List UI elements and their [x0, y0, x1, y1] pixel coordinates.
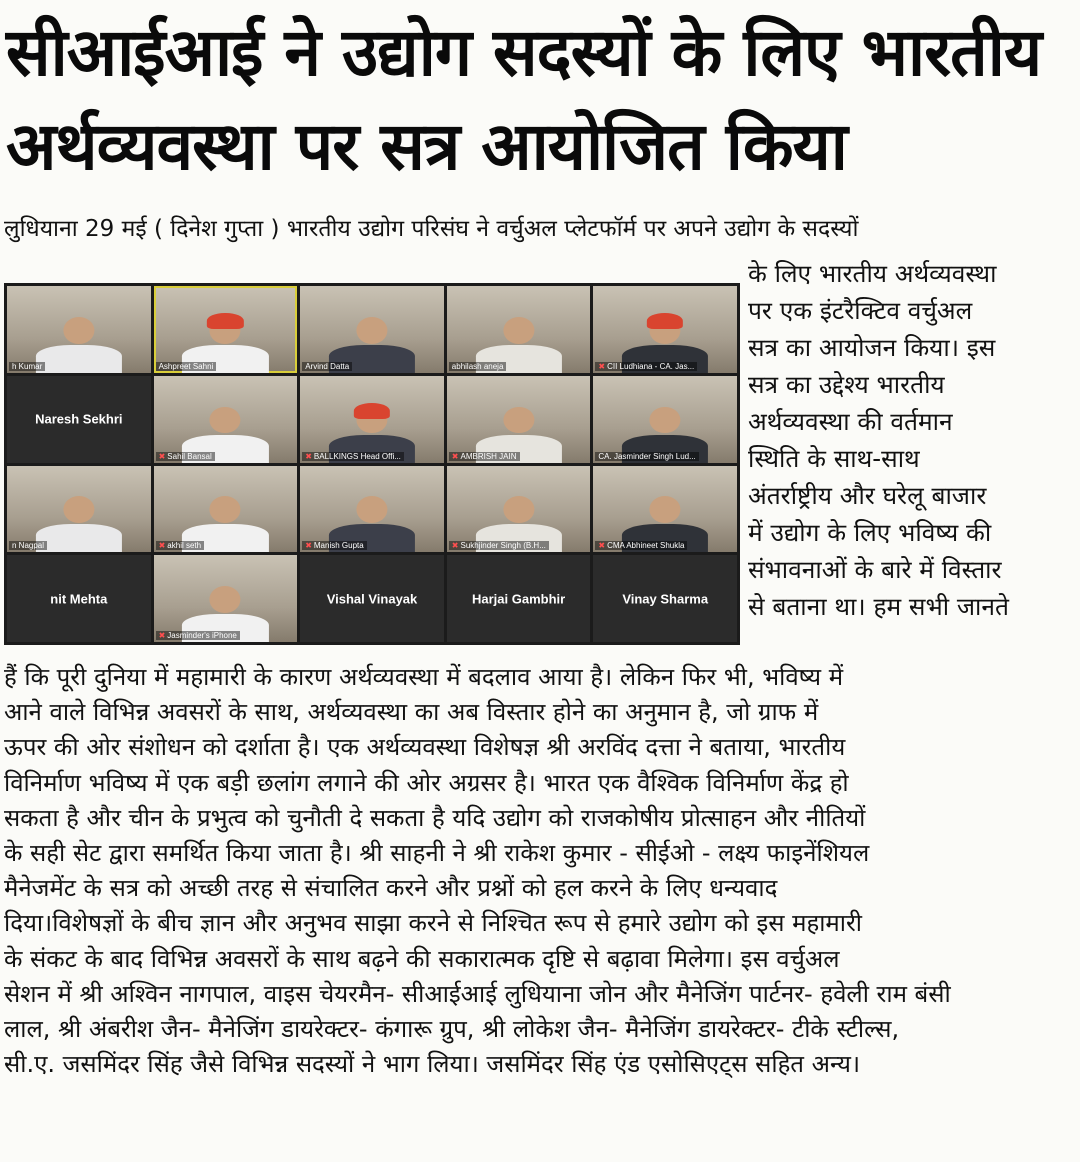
participant-tile: [447, 376, 591, 463]
body-text-line: के सही सेट द्वारा समर्थित किया जाता है। श्री साहनी ने श्री राकेश कुमार - सीईओ - लक्ष्य फाइनेंशियल: [4, 839, 870, 868]
body-text-line: के संकट के बाद विभिन्न अवसरों के साथ बढ़ने की सकारात्मक दृष्टि से बढ़ावा मिलेगा। इस वर्चुअल: [4, 944, 840, 973]
muted-mic-icon: ✖: [305, 541, 312, 551]
side-text-line: पर एक इंटरैक्टिव वर्चुअल: [748, 296, 973, 325]
participant-name-text: akhil seth: [167, 541, 202, 551]
participant-tile: [593, 376, 737, 463]
side-text-line: सत्र का आयोजन किया। इस: [748, 333, 996, 362]
side-text-line: में उद्योग के लिए भविष्य की: [748, 518, 992, 547]
headline-line-1: सीआईआई ने उद्योग सदस्यों के लिए भारतीय: [6, 14, 1042, 91]
participant-name: [302, 362, 352, 371]
participant-name: [156, 631, 240, 640]
participant-name-text: CMA Abhineet Shukla: [607, 541, 685, 551]
side-text-line: के लिए भारतीय अर्थव्यवस्था: [748, 259, 997, 288]
body-text-line: सेशन में श्री अश्विन नागपाल, वाइस चेयरमैन- सीआईआई लुधियाना जोन और मैनेजिंग पार्टनर- हवेली राम बंसी: [4, 979, 951, 1008]
body-text-line: ऊपर की ओर संशोधन को दर्शाता है। एक अर्थव्यवस्था विशेषज्ञ श्री अरविंद दत्ता ने बताया, भारतीय: [4, 733, 846, 762]
side-column-text: [748, 255, 1074, 625]
side-text-line: संभावनाओं के बारे में विस्तार: [748, 555, 1002, 584]
participant-name: [595, 452, 698, 461]
body-text-line: हैं कि पूरी दुनिया में महामारी के कारण अर्थव्यवस्था में बदलाव आया है। लेकिन फिर भी, भविष्य में: [4, 663, 844, 691]
participant-name-text: Sahil Bansal: [167, 451, 212, 461]
body-text: [4, 660, 1076, 1082]
lead-paragraph: लुधियाना 29 मई ( दिनेश गुप्ता ) भारतीय उद्योग परिसंघ ने वर्चुअल प्लेटफॉर्म पर अपने उद्योग के सदस्यों: [4, 216, 859, 242]
body-text-line: आने वाले विभिन्न अवसरों के साथ, अर्थव्यवस्था का अब विस्तार होने का अनुमान है, जो ग्राफ में: [4, 698, 819, 727]
participant-name-text: abhilash aneja: [451, 361, 504, 371]
participant-name-text: Ashpreet Sahni: [158, 361, 214, 371]
participant-tile: [154, 286, 298, 373]
participant-name: Vinay Sharma: [622, 591, 709, 607]
muted-mic-icon: ✖: [598, 361, 606, 371]
participant-name: [302, 452, 404, 461]
participant-name: [9, 362, 45, 371]
muted-mic-icon: ✖: [158, 631, 166, 640]
side-text-line: से बताना था। हम सभी जानते: [748, 592, 1009, 621]
participant-tile: [154, 555, 298, 642]
participant-name: [595, 541, 687, 550]
participant-name-text: Sukhjinder Singh (B.H...: [460, 541, 546, 551]
participant-tile: [447, 555, 591, 642]
body-text-line: सकता है और चीन के प्रभुत्व को चुनौती दे सकता है यदि उद्योग को राजकोषीय प्रोत्साहन और नीतियों: [4, 803, 866, 832]
muted-mic-icon: ✖: [451, 541, 459, 551]
participant-name: [9, 541, 47, 550]
participant-name: Harjai Gambhir: [471, 591, 566, 607]
body-text-line: सी.ए. जसमिंदर सिंह जैसे विभिन्न सदस्यों ने भाग लिया। जसमिंदर सिंह एंड एसोसिएट्स सहित अन्य।: [4, 1050, 861, 1079]
participant-tile: [300, 286, 444, 373]
participant-tile: [154, 376, 298, 463]
muted-mic-icon: ✖: [158, 541, 166, 551]
participant-name: Vishal Vinayak: [326, 591, 418, 607]
participant-tile: [447, 466, 591, 553]
participant-video: [36, 492, 122, 553]
participant-tile: [300, 466, 444, 553]
participant-name: Naresh Sekhri: [35, 411, 123, 427]
body-text-line: दिया।विशेषज्ञों के बीच ज्ञान और अनुभव साझा करने से निश्चित रूप से हमारे उद्योग को इस महामारी: [4, 909, 863, 938]
participant-tile: [300, 555, 444, 642]
body-text-line: लाल, श्री अंबरीश जैन- मैनेजिंग डायरेक्टर- कंगारू ग्रुप, श्री लोकेश जैन- मैनेजिंग डायरेक्टर- टीके स्टील्स,: [4, 1015, 900, 1044]
side-text-line: सत्र का उद्देश्य भारतीय: [748, 370, 945, 399]
participant-tile: [7, 466, 151, 553]
body-text-line: मैनेजमेंट के सत्र को अच्छी तरह से संचालित करने और प्रश्नों को हल करने के लिए धन्यवाद: [4, 874, 778, 903]
muted-mic-icon: ✖: [451, 451, 459, 461]
participant-tile: [300, 376, 444, 463]
muted-mic-icon: ✖: [598, 541, 606, 551]
participant-name: [156, 362, 217, 371]
participant-name-text: CA. Jasminder Singh Lud...: [598, 451, 696, 461]
participant-name: nit Mehta: [50, 591, 108, 607]
participant-name: [156, 452, 215, 461]
participant-video: [36, 312, 122, 373]
participant-name: [156, 541, 205, 550]
participant-name: [449, 541, 549, 550]
participant-name-text: n Nagpal: [12, 541, 45, 551]
side-text-line: अंतर्राष्ट्रीय और घरेलू बाजार: [748, 481, 987, 510]
participant-name-text: Jasminder's iPhone: [167, 631, 237, 640]
muted-mic-icon: ✖: [158, 451, 166, 461]
participant-name-text: Arvind Datta: [305, 361, 350, 371]
participant-name-text: Manish Gupta: [313, 541, 364, 551]
participant-name-text: CII Ludhiana - CA. Jas...: [607, 361, 695, 371]
participant-tile: [593, 286, 737, 373]
headline-line-2: अर्थव्यवस्था पर सत्र आयोजित किया: [6, 108, 847, 185]
participant-name-text: h Kumar: [12, 361, 43, 371]
headline: [6, 6, 1074, 194]
muted-mic-icon: ✖: [305, 451, 312, 461]
participant-name-text: BALLKINGS Head Offi...: [313, 451, 401, 461]
participant-tile: [7, 376, 151, 463]
participant-name: [302, 541, 367, 550]
participant-name-text: AMBRISH JAIN: [460, 451, 517, 461]
side-text-line: स्थिति के साथ-साथ: [748, 444, 920, 473]
participant-name: [449, 362, 507, 371]
body-text-line: विनिर्माण भविष्य में एक बड़ी छलांग लगाने की ओर अग्रसर है। भारत एक वैश्विक विनिर्माण केंद्र हो: [4, 768, 849, 797]
participant-tile: [7, 555, 151, 642]
participant-tile: [7, 286, 151, 373]
participant-tile: [154, 466, 298, 553]
participant-name: [449, 452, 520, 461]
participant-tile: [447, 286, 591, 373]
participant-tile: [593, 466, 737, 553]
participant-name: [595, 362, 697, 371]
participant-tile: [593, 555, 737, 642]
video-conference-photo: [4, 283, 740, 645]
side-text-line: अर्थव्यवस्था की वर्तमान: [748, 407, 953, 436]
